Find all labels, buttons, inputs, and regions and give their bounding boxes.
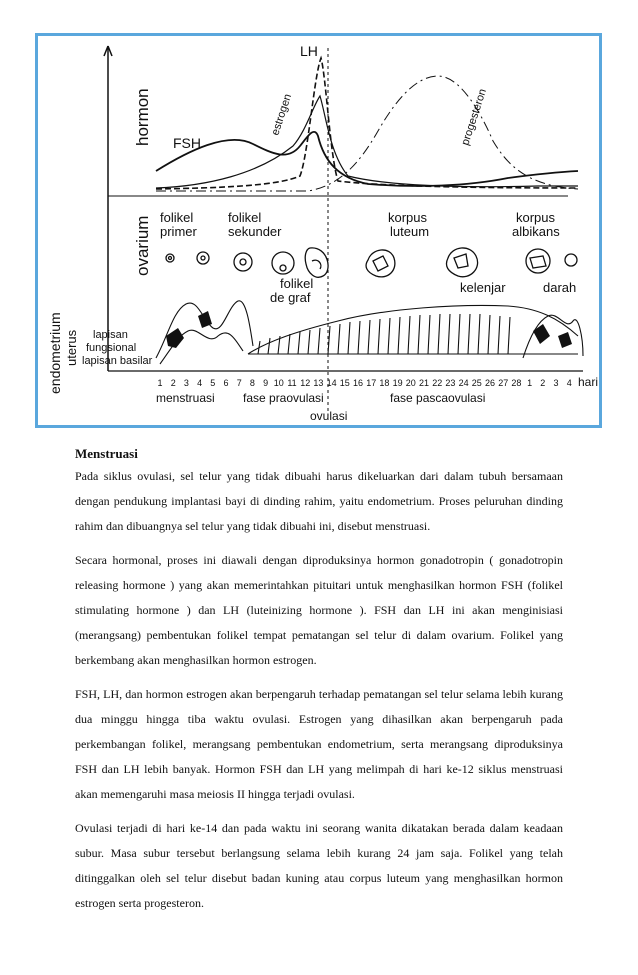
paragraph: FSH, LH, dan hormon estrogen akan berpengaruh terhadap pematangan sel telur selama lebih kurang dua minggu hingga tiba waktu ovulasi. Estrogen yang dihasilkan akan berpengaruh pada perkembangan folikel, merangsang pembentukan endometrium, serta merangsang diproduksinya FSH dan LH lebih banyak. Hormon FSH dan LH yang melimpah di hari ke-12 siklus menstruasi akan memengaruhi masa meiosis II hingga terjadi ovulasi.: [75, 687, 563, 801]
day-number: 25: [471, 378, 482, 388]
secretory-phase-label: fase pascaovulasi: [390, 391, 486, 405]
blood-label: darah: [543, 280, 577, 295]
day-number: 16: [352, 378, 364, 388]
primary-follicle-label: folikel: [160, 210, 194, 225]
graafian-follicle-label: folikel: [280, 276, 314, 291]
cycle-diagram: [38, 36, 599, 425]
day-number: 12: [300, 378, 311, 388]
lh-curve: [156, 58, 578, 189]
day-number: 15: [339, 378, 350, 388]
paragraph: Pada siklus ovulasi, sel telur yang tidak dibuahi harus dikeluarkan dari dalam tubuh bersamaan dengan pendukung implantasi bayi di dinding rahim, yaitu endometrium. Proses peluruhan dinding rahim dan dibuangnya sel telur yang tidak dibuahi ini, disebut menstruasi.: [75, 469, 563, 533]
day-number: 9: [263, 378, 269, 388]
day-number: 23: [445, 378, 456, 388]
menstrual-cycle-figure: [35, 33, 602, 428]
gland-label: kelenjar: [460, 280, 506, 295]
day-number: 14: [326, 378, 337, 388]
day-number: 1: [157, 378, 163, 388]
day-number: 27: [498, 378, 509, 388]
estrogen-label: estrogen: [269, 92, 295, 137]
day-number: 2: [540, 378, 546, 388]
day-number: 7: [236, 378, 242, 388]
uterus-axis-label: uterus: [64, 329, 79, 366]
basal-layer-label: lapisan basilar: [82, 355, 153, 367]
svg-text:sekunder: sekunder: [228, 224, 282, 239]
day-number: 21: [418, 378, 430, 388]
day-number: 13: [313, 378, 324, 388]
section-heading: Menstruasi: [75, 446, 138, 461]
day-number: 8: [249, 378, 255, 388]
ovulation-label: ovulasi: [310, 409, 348, 423]
day-number: 6: [223, 378, 229, 388]
fsh-label: FSH: [173, 135, 201, 151]
menstruation-phase-label: menstruasi: [156, 391, 215, 405]
svg-text:albikans: albikans: [512, 224, 560, 239]
day-number: 26: [484, 378, 496, 388]
endometrium-axis-label: endometrium: [47, 312, 63, 394]
corpus-albicans-label: korpus: [516, 210, 556, 225]
proliferative-phase-label: fase praovulasi: [243, 391, 324, 405]
progesteron-curve: [156, 76, 578, 191]
day-number: 4: [566, 378, 572, 388]
day-numbers: [157, 378, 571, 388]
svg-text:fungsional: fungsional: [86, 342, 137, 354]
day-unit-label: hari: [578, 375, 599, 389]
day-number: 18: [379, 378, 390, 388]
endometrium-drawing: [156, 301, 583, 364]
ovary-axis-label: ovarium: [133, 215, 152, 276]
day-number: 20: [405, 378, 416, 388]
fsh-curve: [156, 132, 578, 186]
day-number: 5: [210, 378, 216, 388]
day-number: 3: [553, 378, 559, 388]
day-number: 11: [287, 378, 297, 388]
svg-text:primer: primer: [160, 224, 197, 239]
corpus-luteum-label: korpus: [388, 210, 428, 225]
paragraph: Ovulasi terjadi di hari ke-14 dan pada waktu ini seorang wanita dikatakan berada dalam keadaan subur. Masa subur tersebut berlangsung selama lebih kurang 24 jam saja. Folikel yang telah ditinggalkan oleh sel telur disebut badan kuning atau corpus luteum yang menghasilkan hormon estrogen serta progesteron.: [75, 821, 563, 910]
day-number: 19: [392, 378, 403, 388]
svg-text:de graf: de graf: [270, 290, 311, 305]
day-number: 2: [170, 378, 176, 388]
day-number: 4: [197, 378, 203, 388]
day-number: 10: [273, 378, 284, 388]
functional-layer-label: lapisan: [93, 329, 128, 341]
svg-text:luteum: luteum: [390, 224, 430, 239]
day-number: 22: [432, 378, 443, 388]
paragraph: Secara hormonal, proses ini diawali dengan diproduksinya hormon gonadotropin ( gonadotropin releasing hormone ) yang akan memerintahkan pituitari untuk menghasilkan hormon FSH (folikel stimulating hormone ) dan LH (luteinizing hormone ). FSH dan LH ini akan menginisiasi (merangsang) pembentukan folikel tempat pematangan sel telur di dalam ovarium. Folikel yang berkembang akan menghasilkan hormon estrogen.: [75, 553, 563, 667]
follicle-drawings: [166, 248, 577, 277]
day-number: 28: [511, 378, 522, 388]
day-number: 1: [527, 378, 533, 388]
day-number: 17: [366, 378, 377, 388]
secondary-follicle-label: folikel: [228, 210, 262, 225]
document-body: [75, 446, 563, 925]
day-number: 24: [458, 378, 469, 388]
progesteron-label: progesteron: [459, 87, 489, 147]
day-number: 3: [183, 378, 189, 388]
hormone-axis-label: hormon: [133, 88, 152, 146]
lh-label: LH: [300, 43, 318, 59]
